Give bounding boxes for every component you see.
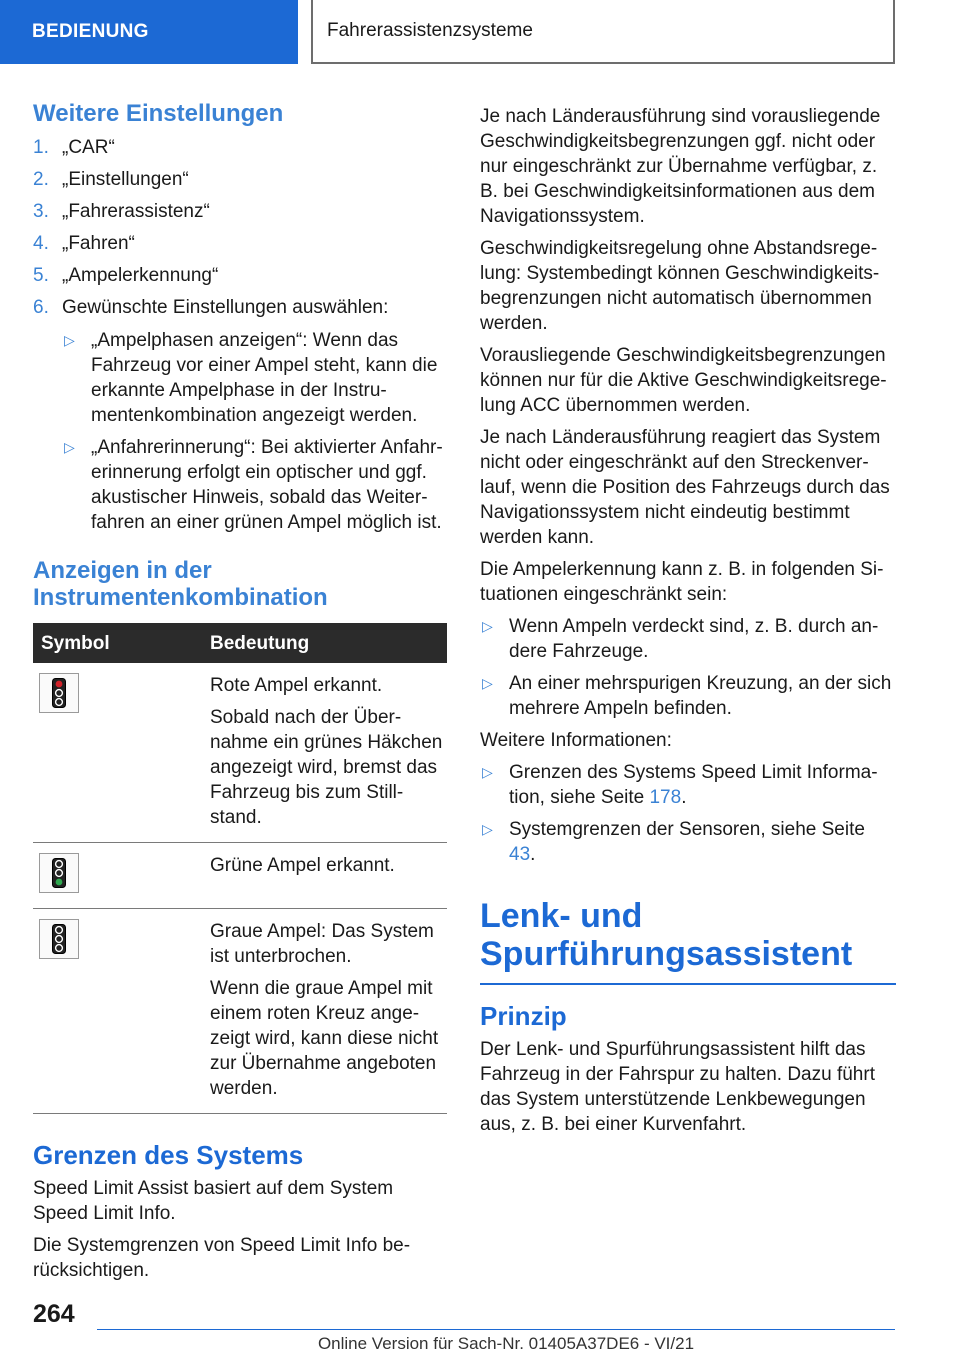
grenzen-heading: Grenzen des Systems	[33, 1140, 304, 1170]
right-column: Je nach Länderausführung sind vorausliegende Geschwindigkeitsbegrenzungen ggf. nicht oder nur eingeschränkt zur Übernahme verfügbar, z. B. bei Geschwindigkeitsinformationen aus dem Navigationssystem. Geschwindigkeitsregelung ohne Abstandsregelung: Systembedingt können Geschwindigkeitsbegrenzungen nicht automatisch übernommen werden. Vorausliegende Geschwindigkeitsbegrenzungen können nur für die Aktive Geschwindigkeitsregelung ACC übernommen werden. Je nach Länderausführung reagiert das System nicht oder eingeschränkt auf den Streckenverlauf, wenn die Position des Fahrzeugs durch das Navigationssystem nicht eindeutig bestimmt werden kann. Die Ampelerkennung kann z. B. in folgenden Situationen eingeschränkt sein: ▷ Wenn Ampeln verdeckt sind, z. B. durch andere Fahrzeuge. ▷ An einer mehrspurigen Kreuzung, an der sich mehrere Ampeln befinden. Weitere Informationen: ▷ Grenzen des Systems Speed Limit Information, siehe Seite 178. ▷ Systemgrenzen der Sensoren, siehe Seite 43. Lenk- und Spurführungsassistent Prinzip Der Lenk- und Spurführungsassistent hilft das Fahrzeug in der Fahrspur zu halten. Dazu führt das System unterstützende Lenkbewegungen aus, z. B. bei einer Kurvenfahrt.	[480, 104, 896, 1144]
bullet-triangle-icon: ▷	[482, 821, 493, 837]
heading-rule	[480, 983, 896, 985]
prinzip-heading: Prinzip	[480, 1001, 567, 1031]
step-item: 6. Gewünschte Einstellungen auswählen: ▷ „Ampelphasen anzeigen“: Wenn das Fahrzeug vor einer Ampel steht, kann die erkannte Ampelphase in der Instrumentenkombination angezeigt werden. ▷ „Anfahrerinnerung“: Bei aktivierter Anfahrerinnerung erfolgt ein optischer und ggf. akustischer Hinweis, sobald das Weiterfahren an einer grünen Ampel möglich ist.	[33, 295, 447, 535]
grey-traffic-light-icon	[39, 919, 79, 959]
step-item: 5. „Ampelerkennung“	[33, 265, 219, 286]
sub-bullet-list	[62, 328, 447, 535]
step-item: 2. „Einstellungen“	[33, 169, 189, 190]
reference-bullets	[480, 760, 896, 867]
col-header-meaning: Bedeutung	[204, 623, 447, 663]
page-link-178[interactable]: 178	[649, 787, 682, 808]
left-column: Weitere Einstellungen 1. „CAR“ 2. „Einstellungen“ 3. „Fahrerassistenz“ 4. „Fahren“ 5. „Ampelerkennung“ 6. Gewünschte Einstellungen auswählen: ▷ „Ampelphasen anzeigen“: Wenn das Fahrzeug vor einer Ampel steht, kann die erkannte Ampelphase in der Instrumentenkombination angezeigt werden. ▷ „Anfahrerinnerung“: Bei aktivierter Anfahrerinnerung erfolgt ein optischer und ggf. akustischer Hinweis, sobald das Weiterfahren an einer grünen Ampel möglich ist. Anzeigen in der Instrumentenkombination Symbol Bedeutung Rote Ampel erkannt. Sobald nach der Übernahme ein grünes Häkchen angezeigt wird, bremst das Fahrzeug bis zum Stillstand. Grüne Ampel erkannt. Graue Ampel: Das System ist unterbrochen. Wenn die graue Ampel mit einem roten Kreuz angezeigt wird, kann diese nicht zur Übernahme angeboten werden. Grenzen des Systems Speed Limit Assist basiert auf dem System Speed Limit Info. Die Systemgrenzen von Speed Limit Info berücksichtigen.	[33, 100, 447, 1290]
limitation-bullets	[480, 614, 896, 721]
red-traffic-light-icon	[39, 673, 79, 713]
section-tab: BEDIENUNG	[0, 0, 298, 64]
footer-rule	[97, 1329, 895, 1330]
steps-list	[33, 135, 447, 535]
col-header-symbol: Symbol	[33, 623, 204, 663]
page-number: 264	[33, 1300, 75, 1328]
green-traffic-light-icon	[39, 853, 79, 893]
table-row: Grüne Ampel erkannt.	[33, 843, 447, 909]
chapter-title: Fahrerassistenzsysteme	[311, 0, 895, 64]
step-item: 3. „Fahrerassistenz“	[33, 201, 210, 222]
weitere-einstellungen-heading: Weitere Einstellungen	[33, 100, 284, 127]
step-item: 4. „Fahren“	[33, 233, 135, 254]
anzeigen-heading: Anzeigen in der Instrumentenkombination	[33, 557, 328, 611]
step-item: 1. „CAR“	[33, 137, 115, 158]
page-header	[0, 0, 960, 66]
bullet-triangle-icon: ▷	[64, 332, 75, 348]
bullet-triangle-icon: ▷	[482, 764, 493, 780]
page-link-43[interactable]: 43	[509, 844, 531, 865]
bullet-triangle-icon: ▷	[482, 618, 493, 634]
bullet-triangle-icon: ▷	[64, 439, 75, 455]
table-header-row	[33, 623, 447, 663]
footer-text: Online Version für Sach-Nr. 01405A37DE6 - VI/21	[317, 1334, 695, 1353]
list-item: ▷ An einer mehrspurigen Kreuzung, an der sich mehrere Ampeln befinden.	[482, 673, 892, 719]
table-row: Graue Ampel: Das System ist unterbrochen. Wenn die graue Ampel mit einem roten Kreuz angezeigt wird, kann diese nicht zur Übernahme angeboten werden.	[33, 909, 447, 1114]
symbol-table	[33, 623, 447, 1114]
sub-bullet-item: ▷ „Ampelphasen anzeigen“: Wenn das Fahrzeug vor einer Ampel steht, kann die erkannte Ampelphase in der Instrumentenkombination angezeigt werden.	[64, 330, 438, 426]
list-item: ▷ Grenzen des Systems Speed Limit Information, siehe Seite 178.	[482, 762, 878, 808]
bullet-triangle-icon: ▷	[482, 675, 493, 691]
sub-bullet-item: ▷ „Anfahrerinnerung“: Bei aktivierter Anfahrerinnerung erfolgt ein optischer und ggf. akustischer Hinweis, sobald das Weiterfahren an einer grünen Ampel möglich ist.	[64, 437, 443, 533]
table-row: Rote Ampel erkannt. Sobald nach der Übernahme ein grünes Häkchen angezeigt wird, bremst das Fahrzeug bis zum Stillstand.	[33, 663, 447, 843]
lenk-heading: Lenk- und Spurführungsassistent	[480, 897, 853, 973]
list-item: ▷ Systemgrenzen der Sensoren, siehe Seite 43.	[482, 819, 865, 865]
list-item: ▷ Wenn Ampeln verdeckt sind, z. B. durch andere Fahrzeuge.	[482, 616, 879, 662]
